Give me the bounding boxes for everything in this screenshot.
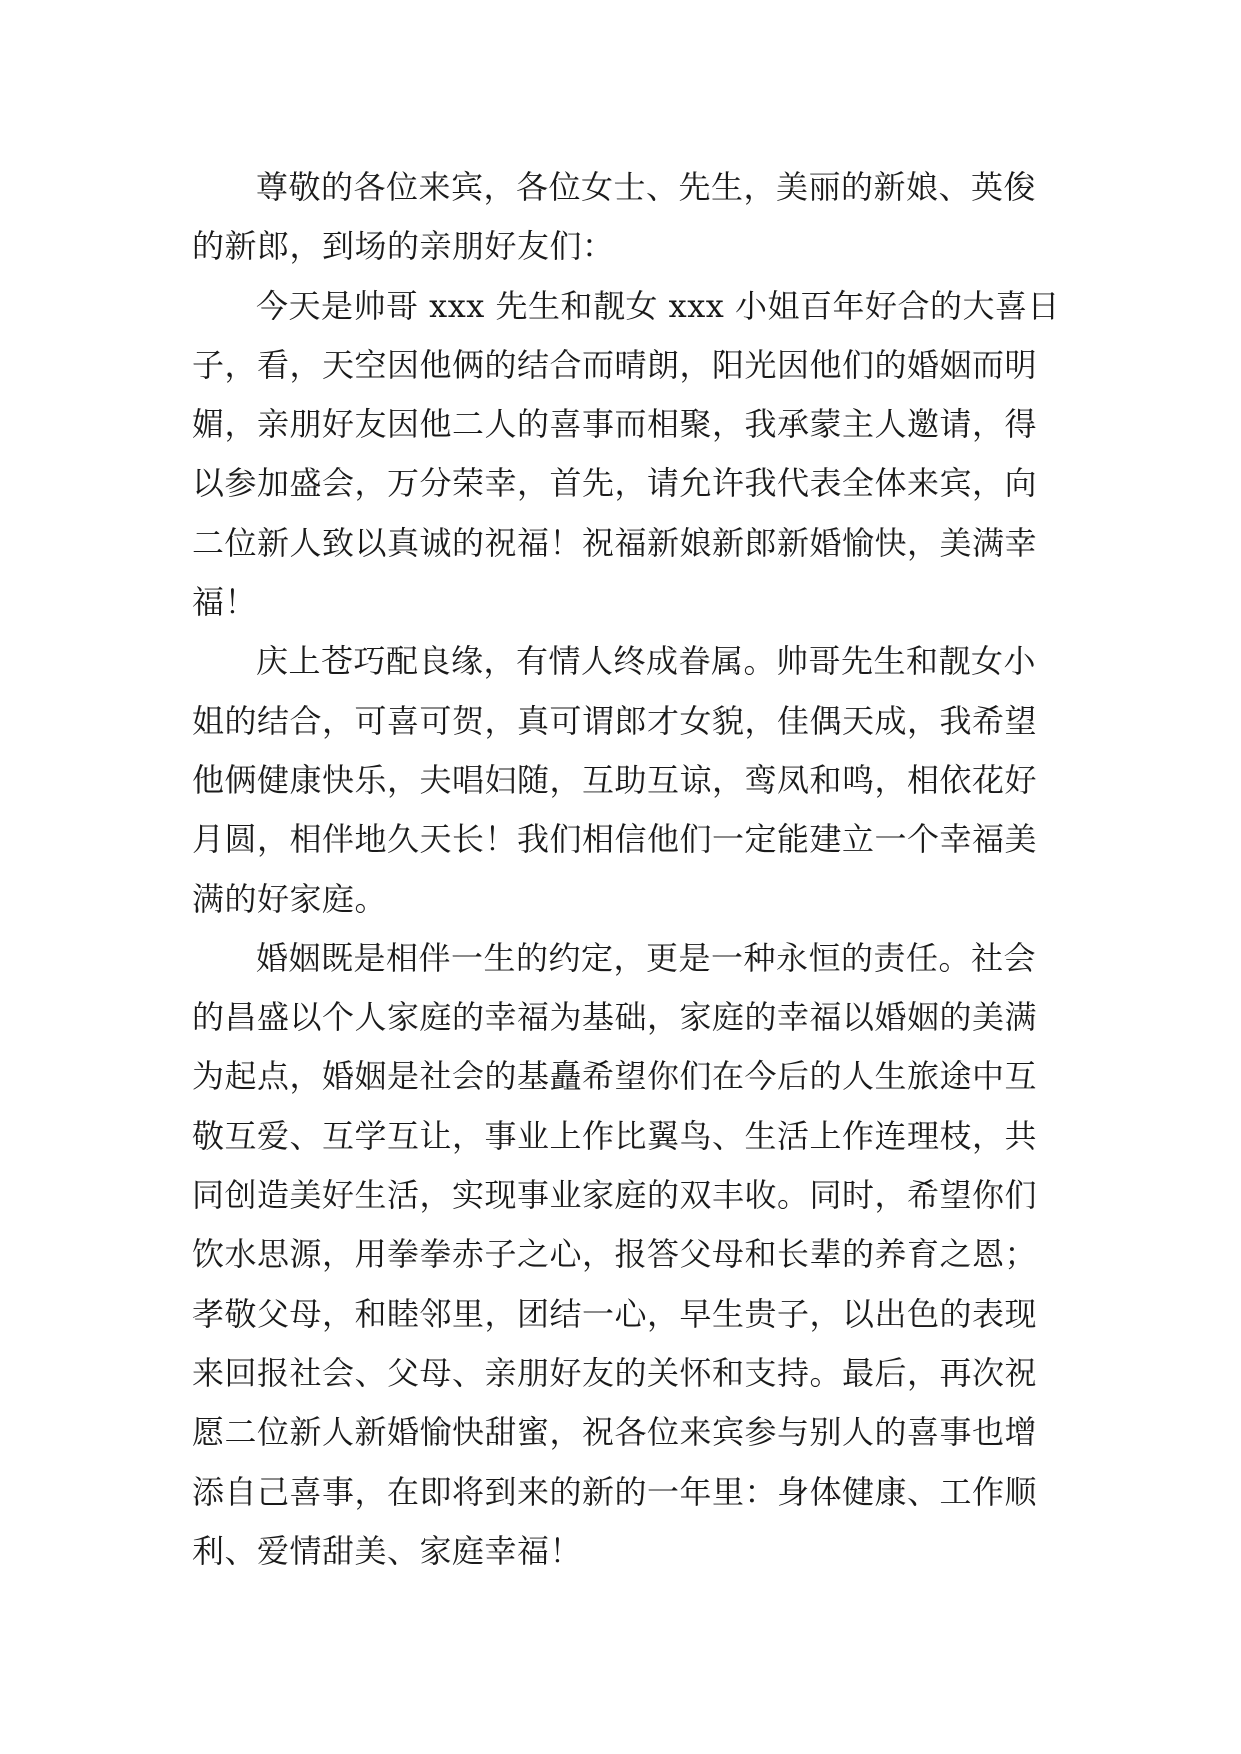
text-line: 今天是帅哥 xxx 先生和靓女 xxx 小姐百年好合的大喜日 bbox=[256, 286, 1060, 325]
text-line: 以参加盛会，万分荣幸，首先，请允许我代表全体来宾，向 bbox=[192, 464, 1038, 503]
text-line: 的新郎，到场的亲朋好友们： bbox=[192, 227, 615, 266]
speech-body bbox=[192, 158, 1062, 1581]
text-line: 尊敬的各位来宾，各位女士、先生，美丽的新娘、英俊 bbox=[256, 168, 1037, 206]
text-line: 同创造美好生活，实现事业家庭的双丰收。同时，希望你们 bbox=[192, 1176, 1038, 1215]
text-line: 愿二位新人新婚愉快甜蜜，祝各位来宾参与别人的喜事也增 bbox=[192, 1413, 1038, 1452]
text-line: 利、爱情甜美、家庭幸福！ bbox=[192, 1531, 583, 1570]
text-line: 婚姻既是相伴一生的约定，更是一种永恒的责任。社会 bbox=[256, 938, 1037, 977]
text-line: 饮水思源，用拳拳赤子之心，报答父母和长辈的养育之恩； bbox=[192, 1235, 1038, 1274]
text-line: 孝敬父母，和睦邻里，团结一心，早生贵子，以出色的表现 bbox=[192, 1294, 1038, 1333]
text-line: 姐的结合，可喜可贺，真可谓郎才女貌，佳偶天成，我希望 bbox=[192, 701, 1038, 740]
text-line: 月圆，相伴地久天长！我们相信他们一定能建立一个幸福美 bbox=[192, 820, 1038, 859]
text-line: 庆上苍巧配良缘，有情人终成眷属。帅哥先生和靓女小 bbox=[256, 642, 1037, 681]
text-line: 他俩健康快乐，夫唱妇随，互助互谅，鸾凤和鸣，相依花好 bbox=[192, 760, 1038, 799]
text-line: 媚，亲朋好友因他二人的喜事而相聚，我承蒙主人邀请，得 bbox=[192, 405, 1038, 444]
text-line: 的昌盛以个人家庭的幸福为基础，家庭的幸福以婚姻的美满 bbox=[192, 998, 1038, 1037]
text-line: 福！ bbox=[192, 583, 258, 622]
text-line: 来回报社会、父母、亲朋好友的关怀和支持。最后，再次祝 bbox=[192, 1353, 1038, 1392]
text-line: 为起点，婚姻是社会的基矗希望你们在今后的人生旅途中互 bbox=[192, 1057, 1038, 1096]
text-line: 二位新人致以真诚的祝福！祝福新娘新郎新婚愉快，美满幸 bbox=[192, 523, 1038, 562]
text-line: 添自己喜事，在即将到来的新的一年里：身体健康、工作顺 bbox=[192, 1472, 1038, 1511]
text-line: 子，看，天空因他俩的结合而晴朗，阳光因他们的婚姻而明 bbox=[192, 345, 1038, 384]
text-line: 满的好家庭。 bbox=[192, 879, 388, 918]
text-line: 敬互爱、互学互让，事业上作比翼鸟、生活上作连理枝，共 bbox=[192, 1116, 1038, 1155]
